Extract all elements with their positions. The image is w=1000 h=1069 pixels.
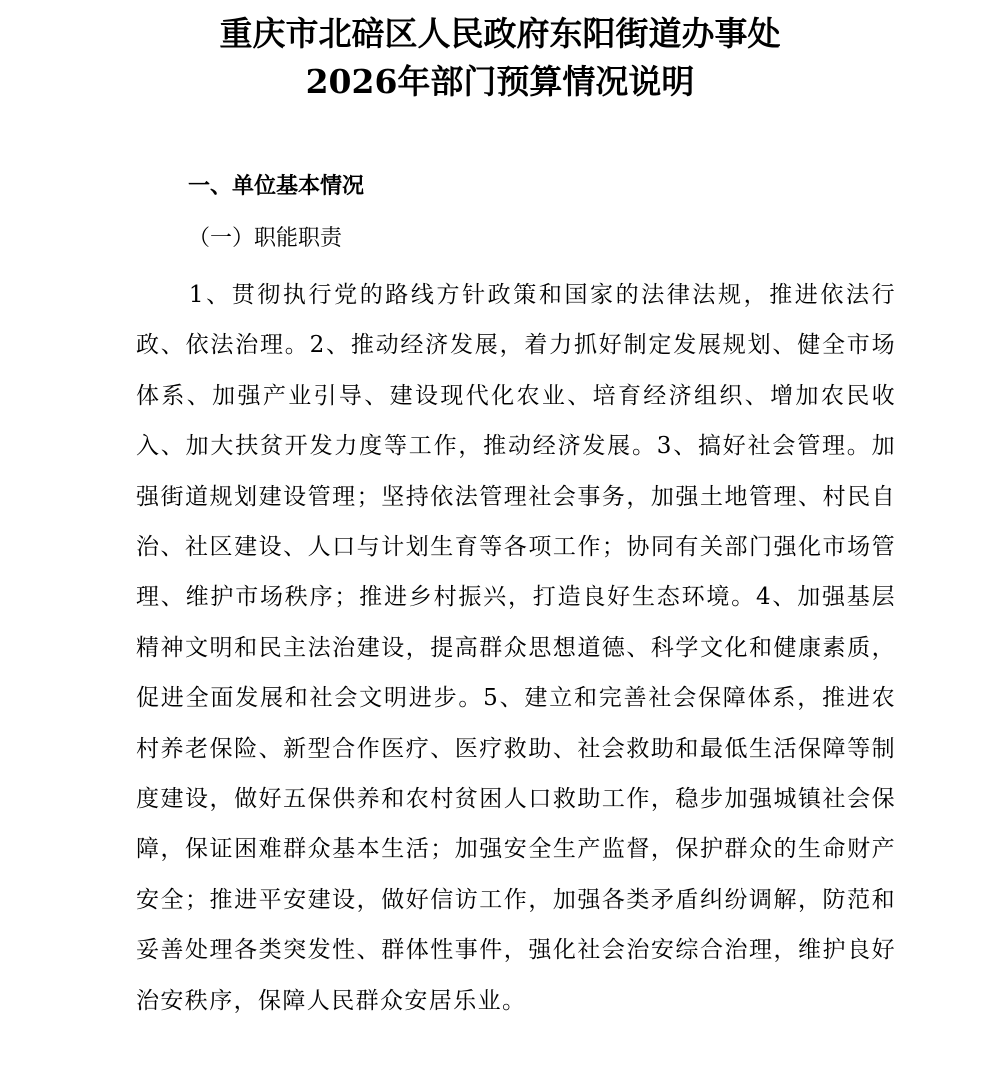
subsection-heading-functions: （一）职能职责: [188, 226, 343, 251]
document-title-line-2: 2026年部门预算情况说明: [305, 62, 695, 101]
functions-paragraph: 1、贯彻执行党的路线方针政策和国家的法律法规，推进依法行政、依法治理。2、推动经济发展，着力抓好制定发展规划、健全市场体系、加强产业引导、建设现代化农业、培育经济组织、增加农民收入、加大扶贫开发力度等工作，推动经济发展。3、搞好社会管理。加强街道规划建设管理；坚持依法管理社会事务，加强土地管理、村民自治、社区建设、人口与计划生育等各项工作；协同有关部门强化市场管理、维护市场秩序；推进乡村振兴，打造良好生态环境。4、加强基层精神文明和民主法治建设，提高群众思想道德、科学文化和健康素质，促进全面发展和社会文明进步。5、建立和完善社会保障体系，推进农村养老保险、新型合作医疗、医疗救助、社会救助和最低生活保障等制度建设，做好五保供养和农村贫困人口救助工作，稳步加强城镇社会保障，保证困难群众基本生活；加强安全生产监督，保护群众的生命财产安全；推进平安建设，做好信访工作，加强各类矛盾纠纷调解，防范和妥善处理各类突发性、群体性事件，强化社会治安综合治理，维护良好治安秩序，保障人民群众安居乐业。: [136, 282, 896, 1014]
section-heading-basic-info: 一、单位基本情况: [188, 174, 365, 199]
document-title-line-1: 重庆市北碚区人民政府东阳街道办事处: [219, 14, 781, 53]
